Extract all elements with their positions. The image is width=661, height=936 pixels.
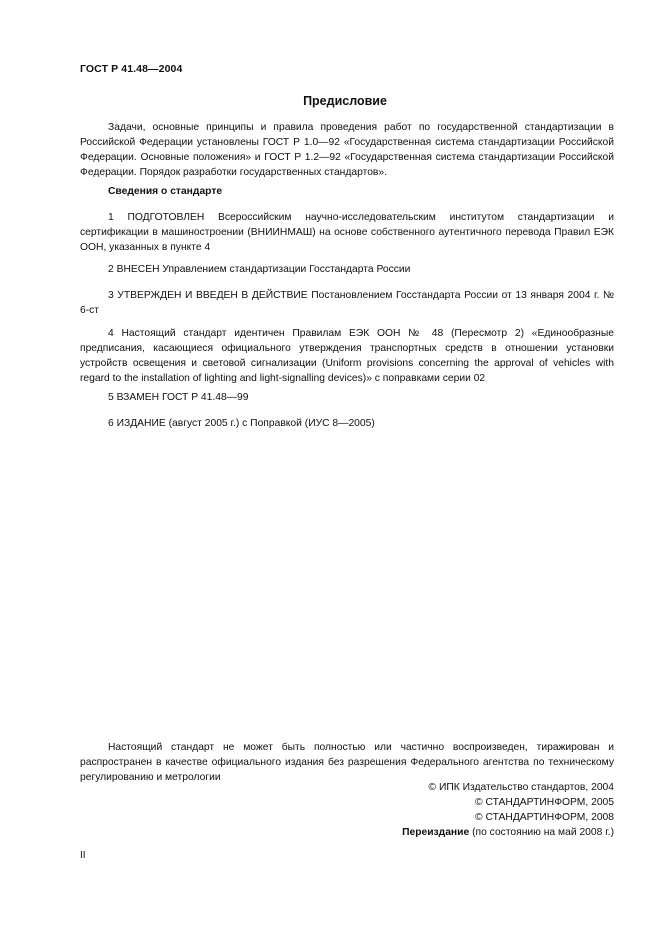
info-heading: Сведения о стандарте xyxy=(108,186,223,197)
document-code-header: ГОСТ Р 41.48—2004 xyxy=(80,63,183,75)
item-3-text: 3 УТВЕРЖДЕН И ВВЕДЕН В ДЕЙСТВИЕ Постановлением Госстандарта России от 13 января 2004 г. № 6-ст xyxy=(80,290,614,316)
item-6-text: 6 ИЗДАНИЕ (август 2005 г.) с Поправкой (ИУС 8—2005) xyxy=(108,418,375,429)
intro-text: Задачи, основные принципы и правила проведения работ по государственной стандартизации в Российской Федерации установлены ГОСТ Р 1.0—92 «Государственная система стандартизации Российской Федерации. Основные положения» и ГОСТ Р 1.2—92 «Государственная система стандартизации Российской Федерации. Порядок разработки государственных стандартов». xyxy=(80,122,614,178)
copyright-line-1: © ИПК Издательство стандартов, 2004 xyxy=(428,782,614,793)
item-2 xyxy=(80,262,614,277)
copyright-notice xyxy=(80,740,614,785)
item-4-text: 4 Настоящий стандарт идентичен Правилам ЕЭК ООН № 48 (Пересмотр 2) «Единообразные предписания, касающиеся официального утверждения транспортных средств в отношении установки устройств освещения и световой сигнализации (Uniform provisions concerning the approval of vehicles with regard to the installation of lighting and light-signalling devices)» с поправками серии 02 xyxy=(80,328,614,384)
reissue-label: Переиздание xyxy=(402,827,470,838)
item-5 xyxy=(80,390,614,405)
page-title: Предисловие xyxy=(303,94,387,108)
intro-paragraph xyxy=(80,120,614,180)
item-3 xyxy=(80,288,614,318)
item-5-text: 5 ВЗАМЕН ГОСТ Р 41.48—99 xyxy=(108,392,249,403)
reissue-note: (по состоянию на май 2008 г.) xyxy=(472,827,614,838)
copyright-line-3: © СТАНДАРТИНФОРМ, 2008 xyxy=(475,812,614,823)
copyright-line-2: © СТАНДАРТИНФОРМ, 2005 xyxy=(475,797,614,808)
item-2-text: 2 ВНЕСЕН Управлением стандартизации Госстандарта России xyxy=(108,264,411,275)
item-1-text: 1 ПОДГОТОВЛЕН Всероссийским научно-исследовательским институтом стандартизации и сертификации в машиностроении (ВНИИНМАШ) на основе собственного аутентичного перевода Правил ЕЭК ООН, указанных в пункте 4 xyxy=(80,212,614,253)
reissue-line xyxy=(402,825,614,840)
item-1 xyxy=(80,210,614,255)
item-4 xyxy=(80,326,614,386)
info-heading-block xyxy=(80,184,614,199)
copyright-notice-text: Настоящий стандарт не может быть полностью или частично воспроизведен, тиражирован и распространен в качестве официального издания без разрешения Федерального агентства по техническому регулированию и метрологии xyxy=(80,742,614,783)
page-number: II xyxy=(80,850,86,861)
item-6 xyxy=(80,416,614,431)
